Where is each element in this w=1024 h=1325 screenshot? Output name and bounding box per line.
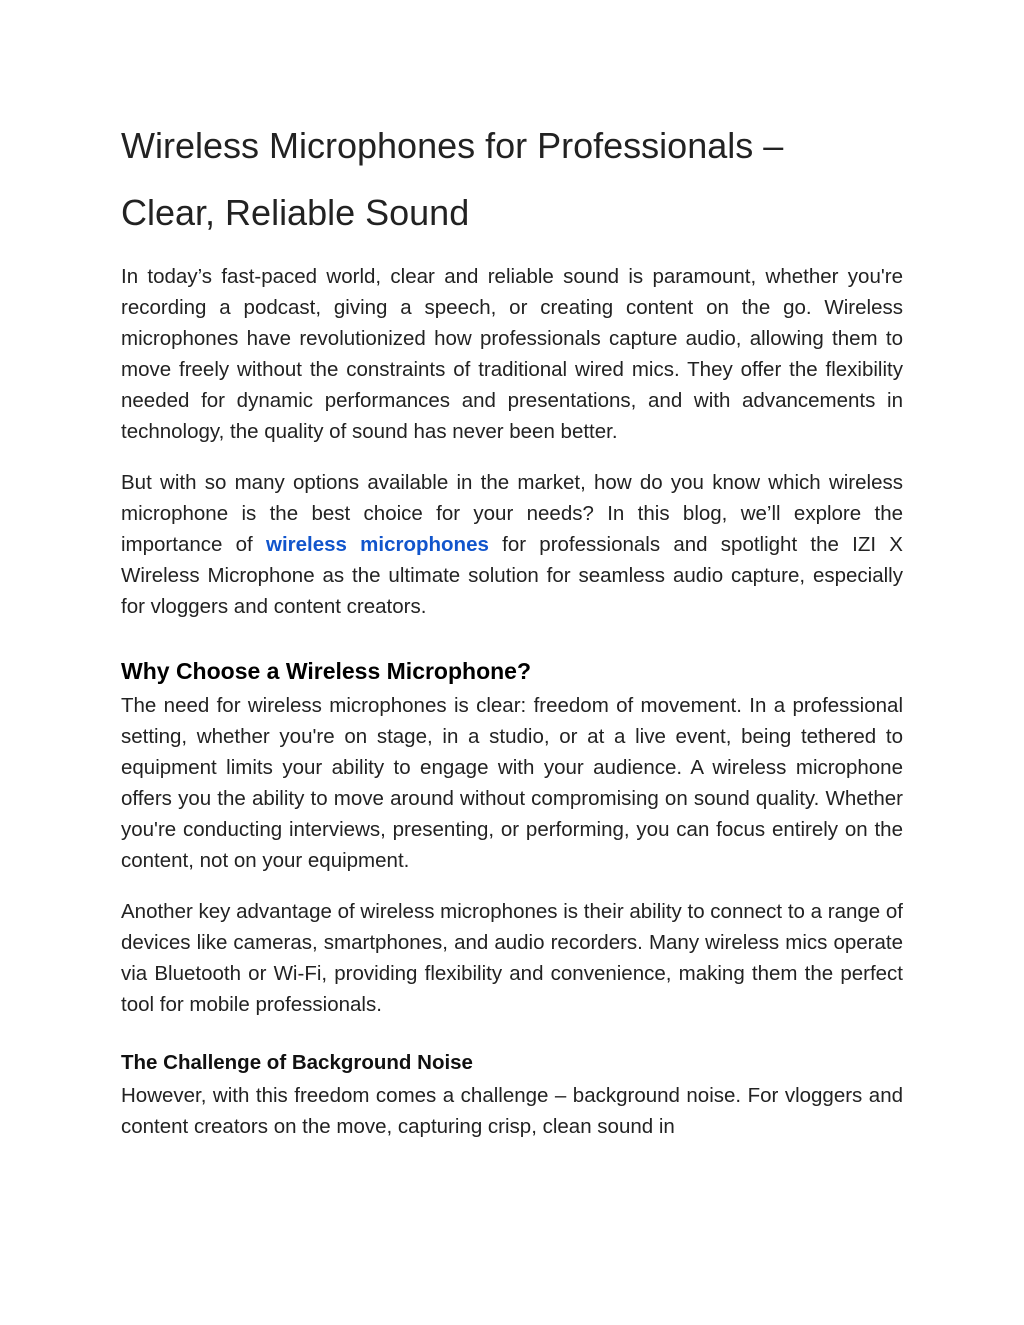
section-paragraph-1: The need for wireless microphones is clear: freedom of movement. In a professional setting, whether you're on stage, in a studio, or at a live event, being tethered to equipment limits your ability to engage with your audience. A wireless microphone offers you the ability to move around without compromising on sound quality. Whether you're conducting interviews, presenting, or performing, you can focus entirely on the content, not on your equipment. bbox=[121, 694, 903, 872]
section-paragraph-2: Another key advantage of wireless microphones is their ability to connect to a range of devices like cameras, smartphones, and audio recorders. Many wireless mics operate via Bluetooth or Wi-Fi, providing flexibility and convenience, making them the perfect tool for mobile professionals. bbox=[121, 900, 903, 1016]
second-paragraph-text-after: for professionals and spotlight the IZI X Wireless Microphone as the ultimate solution for seamless audio capture, especially for vloggers and content creators. bbox=[121, 533, 903, 618]
wireless-microphones-link[interactable]: wireless microphones bbox=[266, 533, 489, 556]
subsection-paragraph: However, with this freedom comes a challenge – background noise. For vloggers and content creators on the move, capturing crisp, clean sound in bbox=[121, 1084, 903, 1138]
second-paragraph bbox=[121, 467, 903, 622]
page-title bbox=[121, 112, 903, 246]
subsection-heading: The Challenge of Background Noise bbox=[121, 1051, 473, 1074]
page-title-line-1: Wireless Microphones for Professionals – bbox=[121, 125, 784, 166]
document-page bbox=[121, 112, 903, 1162]
second-paragraph-text-before: But with so many options available in the market, how do you know which wireless microphone is the best choice for your needs? In this blog, we’ll explore the importance of bbox=[121, 471, 903, 556]
section-heading: Why Choose a Wireless Microphone? bbox=[121, 658, 532, 684]
intro-paragraph: In today’s fast-paced world, clear and reliable sound is paramount, whether you're recording a podcast, giving a speech, or creating content on the go. Wireless microphones have revolutionized how professionals capture audio, allowing them to move freely without the constraints of traditional wired mics. They offer the flexibility needed for dynamic performances and presentations, and with advancements in technology, the quality of sound has never been better. bbox=[121, 265, 903, 443]
page-title-line-2: Clear, Reliable Sound bbox=[121, 192, 470, 233]
